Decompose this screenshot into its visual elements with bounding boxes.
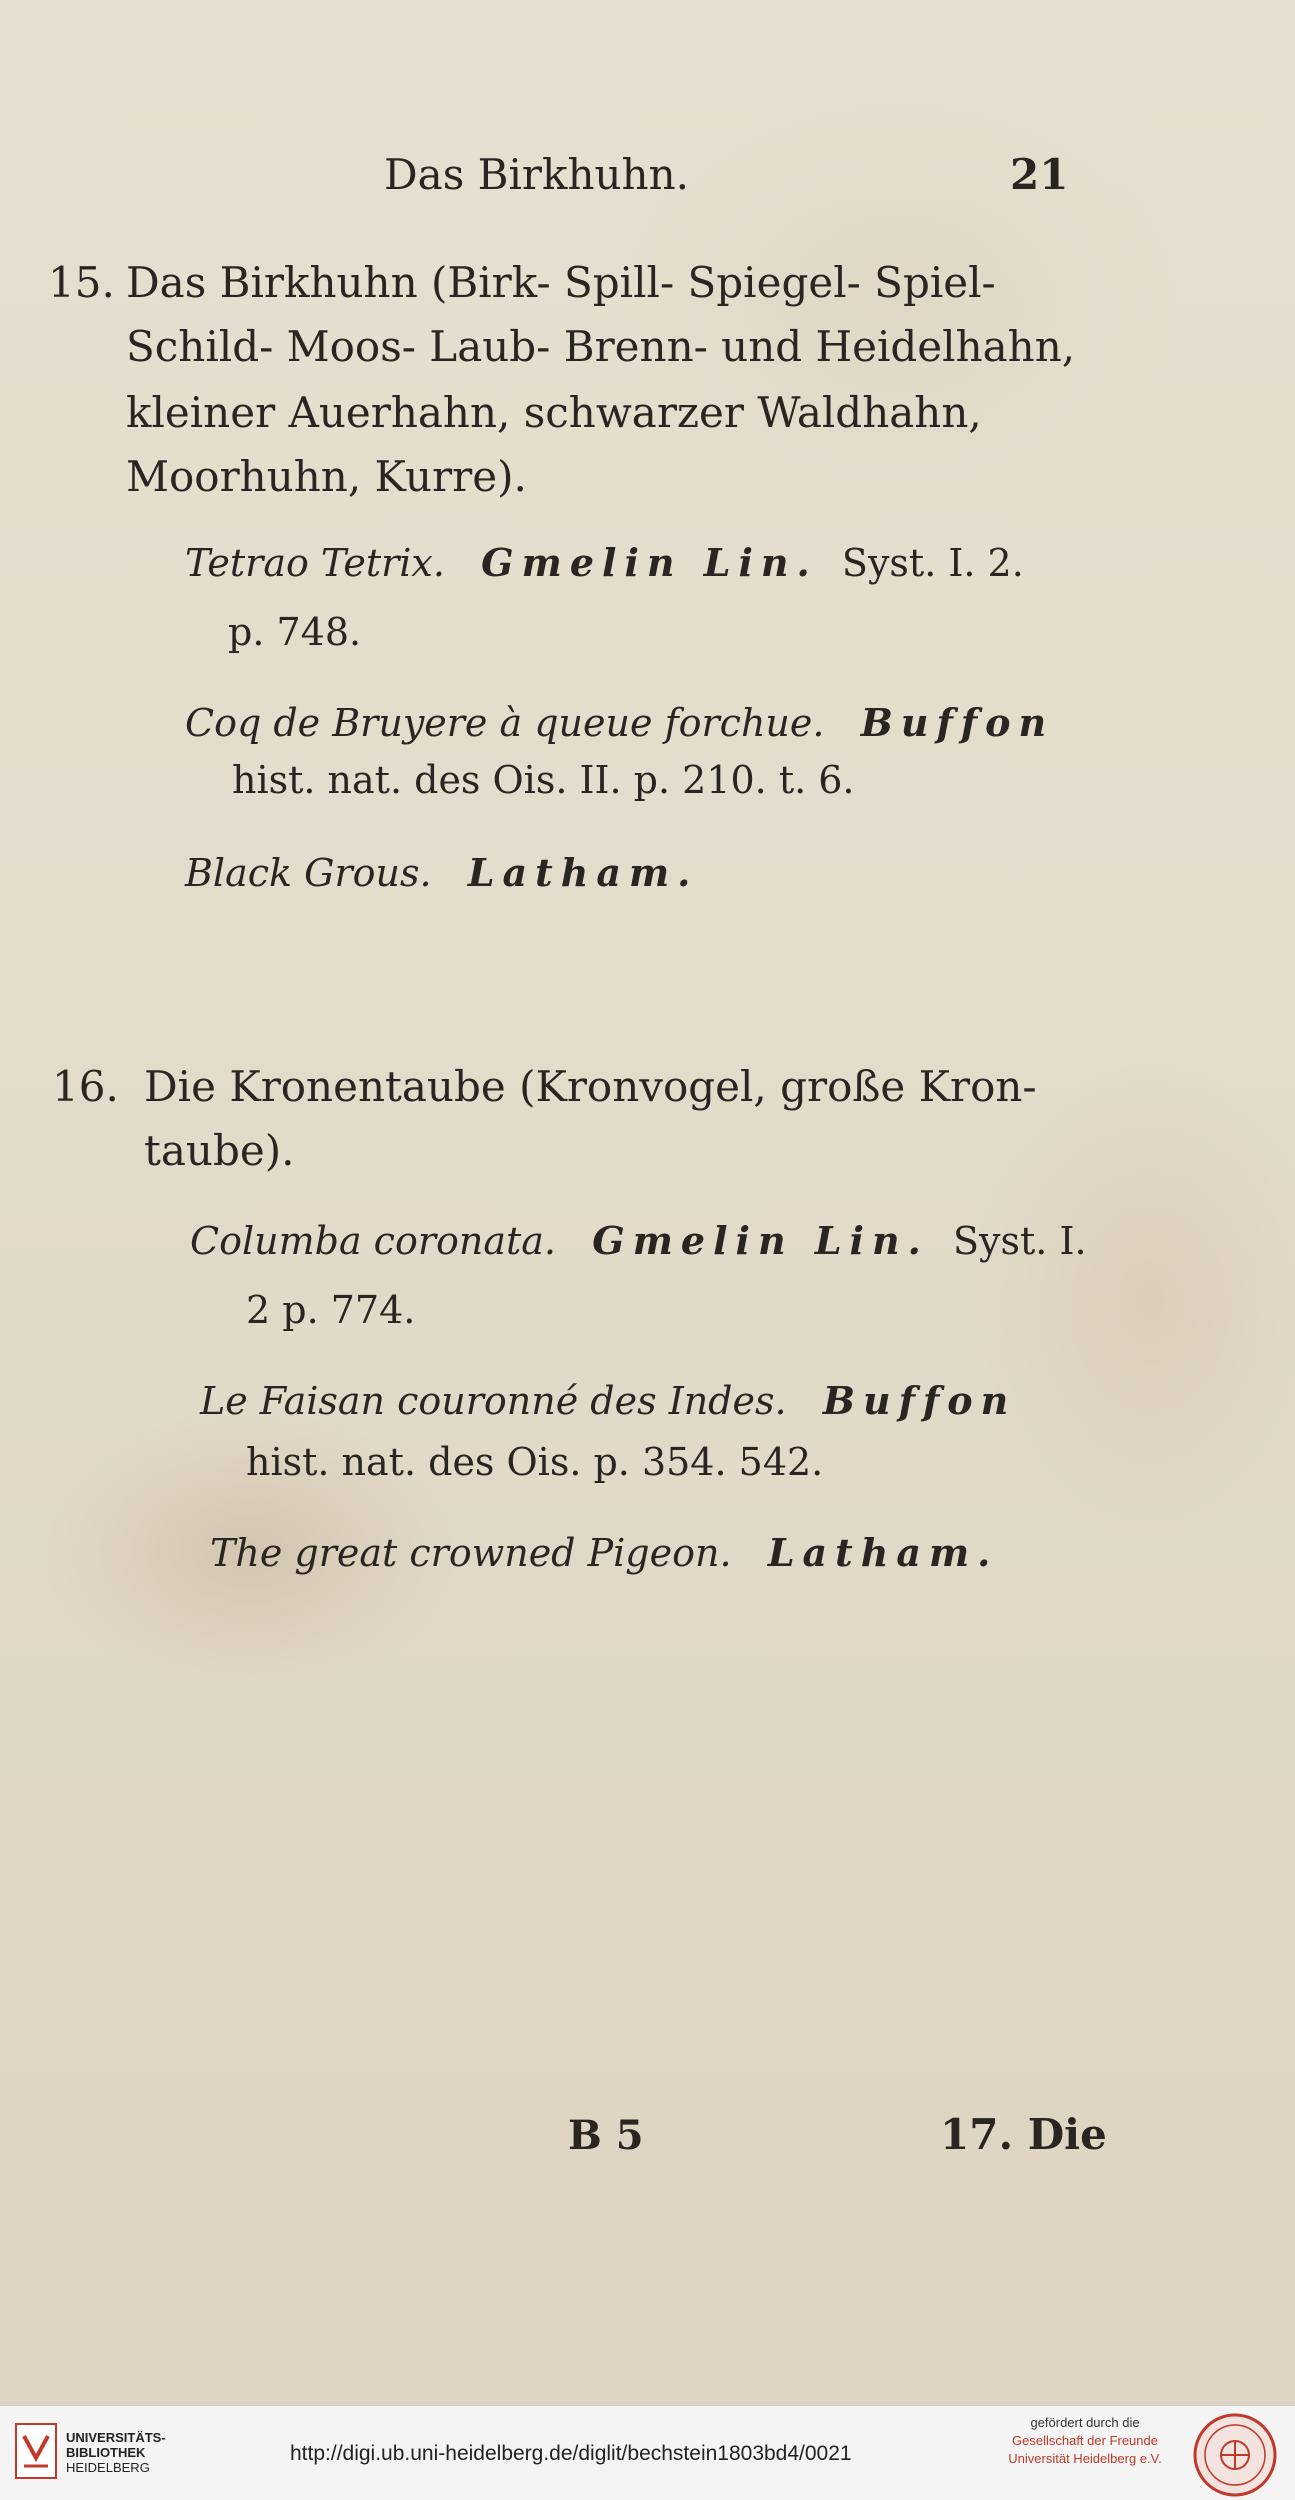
entry-number: 15. bbox=[48, 258, 115, 307]
entry-line: Schild- Moos- Laub- Brenn- und Heidelhahn, bbox=[126, 322, 1076, 371]
university-seal-icon bbox=[1192, 2412, 1278, 2498]
sponsor-note: gefördert durch die bbox=[1030, 2415, 1140, 2430]
entry-line: kleiner Auerhahn, schwarzer Waldhahn, bbox=[126, 388, 982, 437]
author-name: Gmelin Lin. bbox=[592, 1218, 929, 1263]
reference-continuation: hist. nat. des Ois. p. 354. 542. bbox=[246, 1440, 824, 1484]
entry-line: Die Kronentaube (Kronvogel, große Kron- bbox=[144, 1062, 1037, 1111]
reference-continuation: hist. nat. des Ois. II. p. 210. t. 6. bbox=[232, 758, 855, 802]
species-name: The great crowned Pigeon. bbox=[210, 1531, 732, 1575]
library-line: BIBLIOTHEK bbox=[66, 2445, 146, 2460]
species-name: Black Grous. bbox=[185, 851, 432, 895]
permalink-url[interactable]: http://digi.ub.uni-heidelberg.de/diglit/bechstein1803bd4/0021 bbox=[290, 2442, 852, 2465]
sponsor-block[interactable] bbox=[995, 2414, 1175, 2468]
reference bbox=[210, 1530, 998, 1575]
library-line: UNIVERSITÄTS- bbox=[66, 2430, 166, 2445]
reference bbox=[185, 540, 1024, 585]
catchword: 17. Die bbox=[940, 2110, 1107, 2159]
ub-heidelberg-logo-icon[interactable] bbox=[14, 2418, 58, 2484]
author-name: Gmelin Lin. bbox=[481, 540, 818, 585]
author-name: Latham. bbox=[767, 1530, 999, 1575]
reference bbox=[200, 1378, 1016, 1423]
species-name: Coq de Bruyere à queue forchue. bbox=[185, 701, 825, 745]
signature-mark: B 5 bbox=[568, 2112, 644, 2159]
author-name: Buffon bbox=[860, 700, 1055, 745]
citation: Syst. I. 2. bbox=[841, 541, 1024, 585]
citation: Syst. I. bbox=[953, 1219, 1087, 1263]
species-name: Columba coronata. bbox=[190, 1219, 557, 1263]
species-name: Le Faisan couronné des Indes. bbox=[200, 1379, 787, 1423]
species-name: Tetrao Tetrix. bbox=[185, 541, 445, 585]
reference bbox=[185, 850, 698, 895]
entry-line: Das Birkhuhn (Birk- Spill- Spiegel- Spiel- bbox=[126, 258, 996, 307]
page-number: 21 bbox=[1010, 150, 1069, 199]
reference-continuation: p. 748. bbox=[228, 610, 362, 654]
entry-line: taube). bbox=[144, 1126, 295, 1175]
entry-line: Moorhuhn, Kurre). bbox=[126, 452, 527, 501]
library-line: HEIDELBERG bbox=[66, 2460, 150, 2475]
reference bbox=[185, 700, 1054, 745]
author-name: Buffon bbox=[822, 1378, 1017, 1423]
running-head: Das Birkhuhn. bbox=[384, 150, 689, 199]
sponsor-org: Universität Heidelberg e.V. bbox=[1008, 2451, 1162, 2466]
reference bbox=[190, 1218, 1087, 1263]
author-name: Latham. bbox=[467, 850, 699, 895]
sponsor-org: Gesellschaft der Freunde bbox=[1012, 2433, 1158, 2448]
entry-number: 16. bbox=[52, 1062, 119, 1111]
library-name[interactable] bbox=[66, 2430, 166, 2475]
reference-continuation: 2 p. 774. bbox=[246, 1288, 416, 1332]
